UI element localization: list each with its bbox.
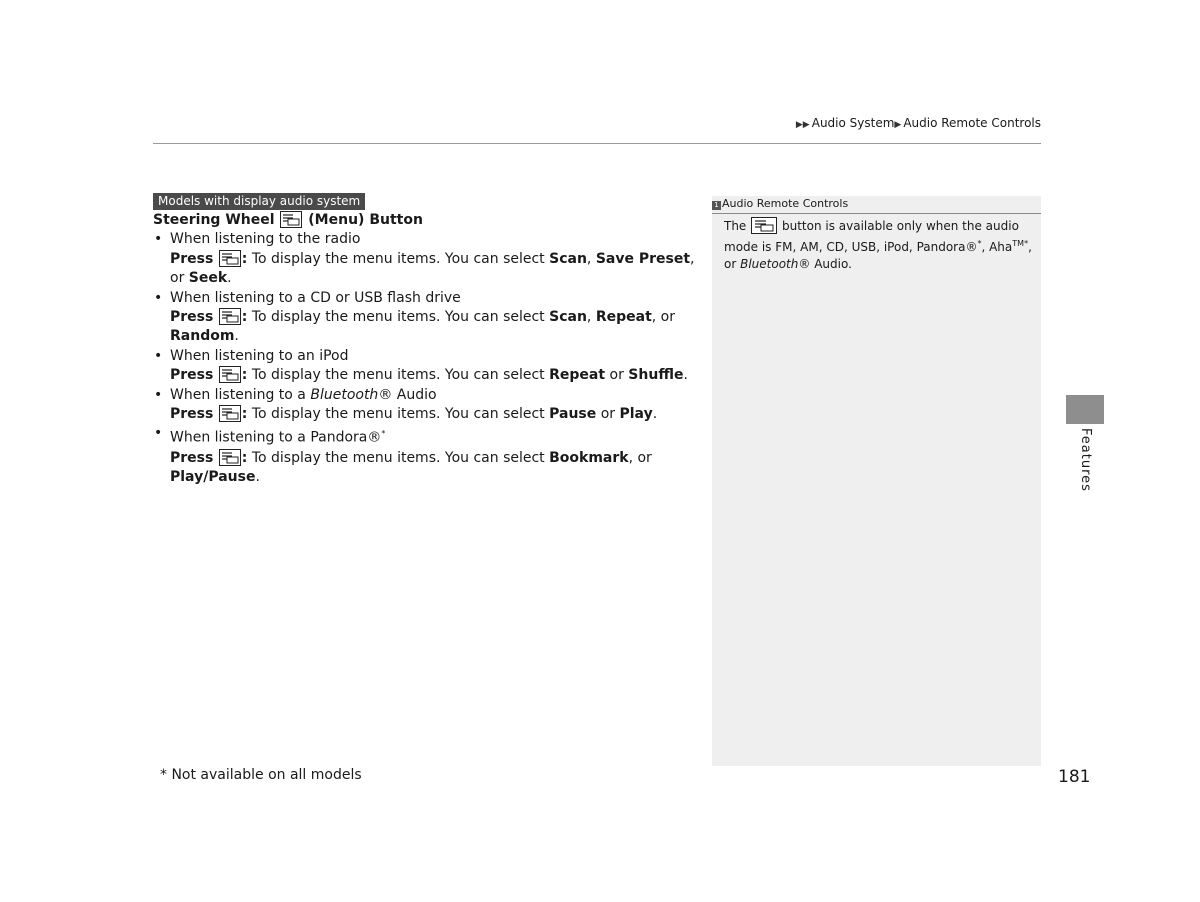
list-item bbox=[153, 230, 713, 249]
colon: : bbox=[241, 406, 248, 423]
option: Seek bbox=[188, 270, 228, 287]
menu-button-icon bbox=[751, 217, 777, 234]
list-item-condition-italic: Bluetooth bbox=[310, 386, 379, 403]
menu-button-icon bbox=[219, 250, 241, 267]
breadcrumb-arrow-icon: ▶ bbox=[894, 120, 902, 130]
colon: : bbox=[241, 309, 248, 326]
press-label: Press bbox=[170, 406, 214, 423]
section-title bbox=[153, 211, 713, 230]
option: Bookmark bbox=[549, 449, 629, 466]
option: Repeat bbox=[549, 367, 606, 384]
menu-button-icon bbox=[280, 211, 302, 228]
list-item bbox=[153, 289, 713, 308]
separator: , or bbox=[651, 309, 675, 326]
press-instruction bbox=[153, 250, 713, 289]
sidebar-text-italic: Bluetooth bbox=[740, 257, 799, 271]
reference-mark-icon: 1 bbox=[712, 201, 721, 210]
footnote-marker: * bbox=[1024, 239, 1029, 248]
header-divider bbox=[153, 143, 1041, 144]
footnote: * Not available on all models bbox=[160, 767, 362, 783]
menu-button-icon bbox=[219, 366, 241, 383]
menu-text: To display the menu items. You can select bbox=[251, 250, 545, 267]
menu-text: To display the menu items. You can select bbox=[251, 367, 545, 384]
menu-button-icon bbox=[219, 308, 241, 325]
colon: : bbox=[241, 250, 248, 267]
breadcrumb-item: Audio System bbox=[811, 116, 895, 130]
list-item bbox=[153, 424, 713, 448]
option: Repeat bbox=[595, 309, 652, 326]
period: . bbox=[255, 468, 260, 485]
colon: : bbox=[241, 367, 248, 384]
period: . bbox=[683, 367, 688, 384]
list-item bbox=[153, 347, 713, 366]
option: Scan bbox=[549, 309, 587, 326]
period: . bbox=[227, 270, 232, 287]
list-item-condition: When listening to a bbox=[170, 386, 306, 403]
chapter-tab-label: Features bbox=[1078, 428, 1093, 492]
breadcrumb bbox=[796, 116, 1041, 130]
press-instruction bbox=[153, 308, 713, 347]
section-title-pre: Steering Wheel bbox=[153, 212, 275, 228]
press-instruction bbox=[153, 449, 713, 488]
sidebar-header bbox=[712, 196, 1041, 214]
separator: or bbox=[609, 367, 624, 384]
option: Play/Pause bbox=[170, 468, 256, 485]
footnote-marker: * bbox=[381, 429, 386, 439]
list-item bbox=[153, 386, 713, 405]
separator: or bbox=[600, 406, 616, 423]
option: Scan bbox=[549, 250, 587, 267]
press-instruction bbox=[153, 405, 713, 424]
separator: , or bbox=[628, 449, 652, 466]
menu-text: To display the menu items. You can select bbox=[251, 449, 545, 466]
sidebar-title: Audio Remote Controls bbox=[722, 197, 849, 210]
option: Pause bbox=[549, 406, 597, 423]
press-label: Press bbox=[170, 449, 214, 466]
separator: , bbox=[586, 250, 592, 267]
press-label: Press bbox=[170, 367, 214, 384]
bullet-icon: • bbox=[154, 231, 163, 248]
footnote-marker: * bbox=[977, 239, 982, 248]
press-label: Press bbox=[170, 250, 214, 267]
menu-button-icon bbox=[219, 405, 241, 422]
bullet-icon: • bbox=[154, 386, 163, 403]
option: Random bbox=[170, 328, 235, 345]
main-content bbox=[153, 211, 713, 487]
sidebar-text: , Aha bbox=[981, 240, 1013, 254]
period: . bbox=[234, 328, 239, 345]
sidebar-text: button is available only when the audio mode is FM, AM, CD, USB, iPod, Pandora® bbox=[724, 219, 1019, 254]
menu-button-icon bbox=[219, 449, 241, 466]
bullet-icon: • bbox=[154, 425, 163, 442]
section-title-post: (Menu) Button bbox=[308, 212, 423, 228]
sidebar-text: ® Audio. bbox=[798, 257, 852, 271]
option: Save Preset bbox=[595, 250, 691, 267]
bullet-icon: • bbox=[154, 347, 163, 364]
page-number: 181 bbox=[1058, 767, 1091, 787]
sidebar-note bbox=[712, 196, 1041, 766]
list-item-condition-post: ® Audio bbox=[378, 386, 437, 403]
chapter-tab-marker bbox=[1066, 395, 1104, 424]
list-item-condition: When listening to the radio bbox=[170, 231, 361, 248]
sidebar-text: , or bbox=[724, 240, 1032, 271]
menu-text: To display the menu items. You can select bbox=[251, 309, 545, 326]
press-instruction bbox=[153, 366, 713, 385]
option: Shuffle bbox=[628, 367, 684, 384]
period: . bbox=[652, 406, 658, 423]
press-label: Press bbox=[170, 309, 214, 326]
sidebar-body bbox=[724, 217, 1034, 273]
list-item-condition: When listening to an iPod bbox=[170, 347, 349, 364]
colon: : bbox=[241, 449, 248, 466]
sidebar-text: The bbox=[724, 219, 747, 233]
models-tag: Models with display audio system bbox=[153, 193, 365, 210]
menu-text: To display the menu items. You can select bbox=[251, 406, 545, 423]
list-item-condition: When listening to a Pandora® bbox=[170, 430, 382, 447]
list-item-condition: When listening to a CD or USB flash drive bbox=[170, 289, 461, 306]
separator: , bbox=[586, 309, 592, 326]
separator: , or bbox=[170, 250, 695, 287]
breadcrumb-arrow-icon: ▶▶ bbox=[795, 120, 810, 130]
option: Play bbox=[619, 406, 653, 423]
breadcrumb-item: Audio Remote Controls bbox=[903, 116, 1041, 130]
trademark-mark: TM bbox=[1012, 239, 1025, 248]
bullet-icon: • bbox=[154, 289, 163, 306]
